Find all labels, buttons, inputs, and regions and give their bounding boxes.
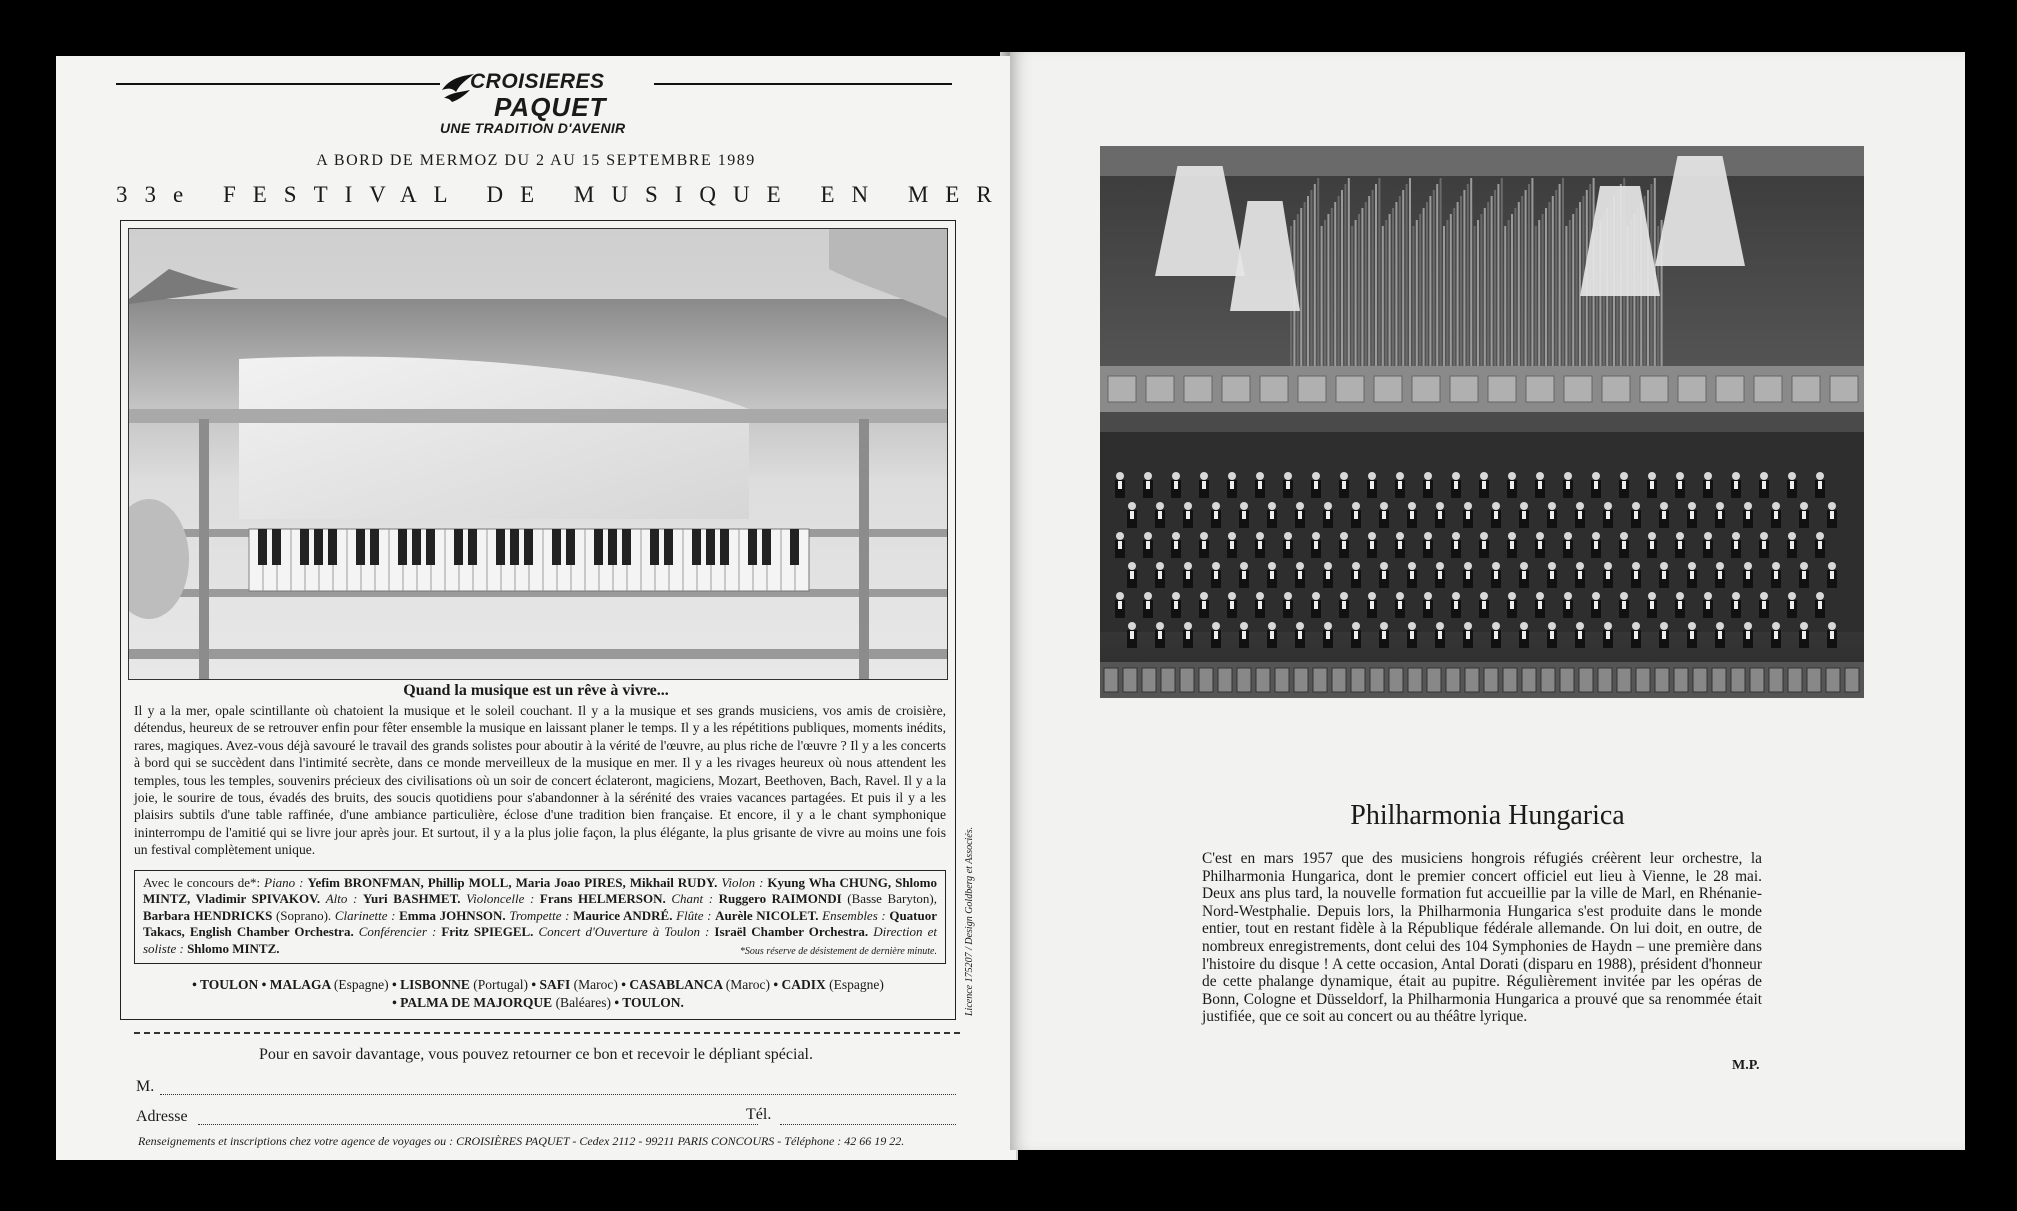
artists-box [134,870,946,964]
croisieres-paquet-logo [440,68,650,138]
artists-direction: Shlomo MINTZ. [187,940,280,956]
name-label: M. [136,1078,155,1095]
artists-cello: Frans HELMERSON. [539,891,672,907]
artists-alto: Yuri BASHMET. [362,891,467,907]
right-page [1010,52,1965,1150]
port-country: (Maroc) [573,977,622,992]
article-signature: M.P. [1732,1058,1760,1073]
name-field[interactable] [160,1094,956,1095]
label-violon: Violon : [721,875,768,890]
address-field[interactable] [198,1124,758,1125]
artists-chant2: Barbara HENDRICKS [143,907,276,923]
piano-photo [128,228,948,680]
label-ouverture: Concert d'Ouverture à Toulon : [538,924,715,940]
artists-note: *Sous réserve de désistement de dernière minute. [739,945,937,957]
port-toulon: • TOULON. [614,995,684,1010]
label-trompette: Trompette : [509,907,574,923]
coupon-cut-line [134,1032,960,1034]
header-rule-left [116,83,440,85]
artists-trompette: Maurice ANDRÉ. [573,907,677,923]
artists-clarinette: Emma JOHNSON. [399,907,510,923]
label-alto: Alto : [325,891,363,907]
port-palma: • PALMA DE MAJORQUE [392,995,556,1010]
artists-chant-note1: (Basse Baryton), [847,891,938,907]
artists-flute: Aurèle NICOLET. [715,907,823,923]
phone-field[interactable] [780,1124,956,1125]
artists-ouverture: Israël Chamber Orchestra. [714,924,874,940]
ports-list [126,976,950,1012]
phone-label: Tél. [746,1106,772,1123]
port-country: (Baléares) [555,995,615,1010]
header-rule-right [654,83,952,85]
coupon-intro: Pour en savoir davantage, vous pouvez retourner ce bon et recevoir le dépliant spécial. [258,1046,813,1063]
port-toulon-malaga: • TOULON • MALAGA [192,977,334,992]
article-body: C'est en mars 1957 que des musiciens hongrois réfugiés créèrent leur orchestre, la Philharmonia Hungarica, dont le premier concert officiel eut lieu à Vienne, le 28 mai. Deux ans plus tard, la nouvelle formation fut accueillie par la ville de Marl, en Rhénanie-Nord-Westphalie. Depuis lors, la Philharmonia Hungarica s'est produite dans le monde entier, tout en restant fidèle à la République fédérale allemande. On lui doit, en outre, de nombreux enregistrements, dont celui des 104 Symphonies de Haydn – une première dans l'histoire du disque ! A cette occasion, Antal Dorati (disparu en 1988), président d'honneur de cette phalange dynamique, était au pupitre. Régulièrement invitée par les opéras de Bonn, Cologne et Düsseldorf, la Philharmonia Hungarica a prouvé que sa renommée était justifiée, que ce soit au concert ou au théâtre lyrique. [1202,850,1762,1026]
port-country: (Maroc) [725,977,774,992]
artists-violon: Kyung Wha CHUNG, Shlomo MINTZ, Vladimir SPIVAKOV. [143,875,938,907]
port-cadix: • CADIX [773,977,830,992]
label-direction: Direction et soliste : [143,924,937,956]
label-cello: Violoncelle : [466,891,540,907]
ad-heading: Quand la musique est un rêve à vivre... [403,682,669,699]
ad-body-text: Il y a la mer, opale scintillante où chatoient la musique et le soleil couchant. Il y a la musique et ses grands musiciens, vos amis de croisière, détendus, heureux de se retrouver enfin pour fêter ensemble la musique en laissant planer le temps. Il y a les répétitions publiques, moments inédits, rares, magiques. Avez-vous déjà savouré le travail des grands solistes pour aboutir à la vérité de l'œuvre, au plus riche de l'œuvre ? Il y a les concerts à bord qui se succèdent dans l'intimité secrète, dans ce monde merveilleux de la musique en mer. Il y a les rivages heureux où nous attendent les temples, tous les temples, souvenirs précieux des civilisations où un soir de concert éclateront, magiciens, Mozart, Beethoven, Bach, Ravel. Il y a la joie, le sourire de tous, évadés des bruits, des soucis quotidiens pour s'abandonner à la sérénité des vraies vacances partagées. Et puis il y a les plaisirs subtils d'une table raffinée, d'une ambiance particulière, éclose d'une tradition bien française. Et encore, il y a le chant symphonique ininterrompu de l'amitié qui se livre jour après jour. Et surtout, il y a la plus jolie façon, la plus élégante, la plus grisante de vivre au moins une fois un festival complètement unique. [134,703,946,858]
logo-tagline: UNE TRADITION D'AVENIR [440,120,626,136]
label-flute: Flûte : [676,907,716,923]
artists-piano: Yefim BRONFMAN, Phillip MOLL, Maria Joao PIRES, Mikhail RUDY. [307,875,722,890]
artists-ensembles: Quatuor Takacs, English Chamber Orchestra. [143,907,938,940]
logo-line2: PAQUET [494,92,607,122]
port-lisbonne: • LISBONNE [392,977,474,992]
label-conferencier: Conférencier : [358,924,442,940]
label-chant: Chant : [671,891,719,907]
address-label: Adresse [136,1108,188,1125]
label-clarinette: Clarinette : [334,907,400,923]
festival-title: 33e FESTIVAL DE MUSIQUE EN MER [116,182,1009,207]
artists-conferencier: Fritz SPIEGEL. [441,924,539,940]
port-country: (Espagne) [333,977,393,992]
port-casablanca: • CASABLANCA [621,977,726,992]
port-country: (Portugal) [473,977,532,992]
left-page [56,56,1016,1160]
orchestra-photo [1100,146,1864,698]
label-ensembles: Ensembles : [822,907,890,923]
event-dates: A BORD DE MERMOZ DU 2 AU 15 SEPTEMBRE 1989 [316,152,756,169]
port-safi: • SAFI [531,977,574,992]
logo-line1: CROISIERES [470,70,605,93]
article-title: Philharmonia Hungarica [1350,800,1625,831]
footer-note: Renseignements et inscriptions chez votre agence de voyages ou : CROISIÈRES PAQUET - Cedex 2112 - 99211 PARIS CONCOURS - Téléphone : 42 66 19 22. [138,1134,905,1148]
license-note: Licence 175207 / Design Goldberg et Associés. [964,826,975,1016]
port-country: (Espagne) [829,977,884,992]
artists-chant: Ruggero RAIMONDI [718,891,848,907]
label-piano: Piano : [264,875,308,890]
artists-chant-note2: (Soprano). [275,907,335,923]
artists-intro: Avec le concours de*: [143,875,265,890]
